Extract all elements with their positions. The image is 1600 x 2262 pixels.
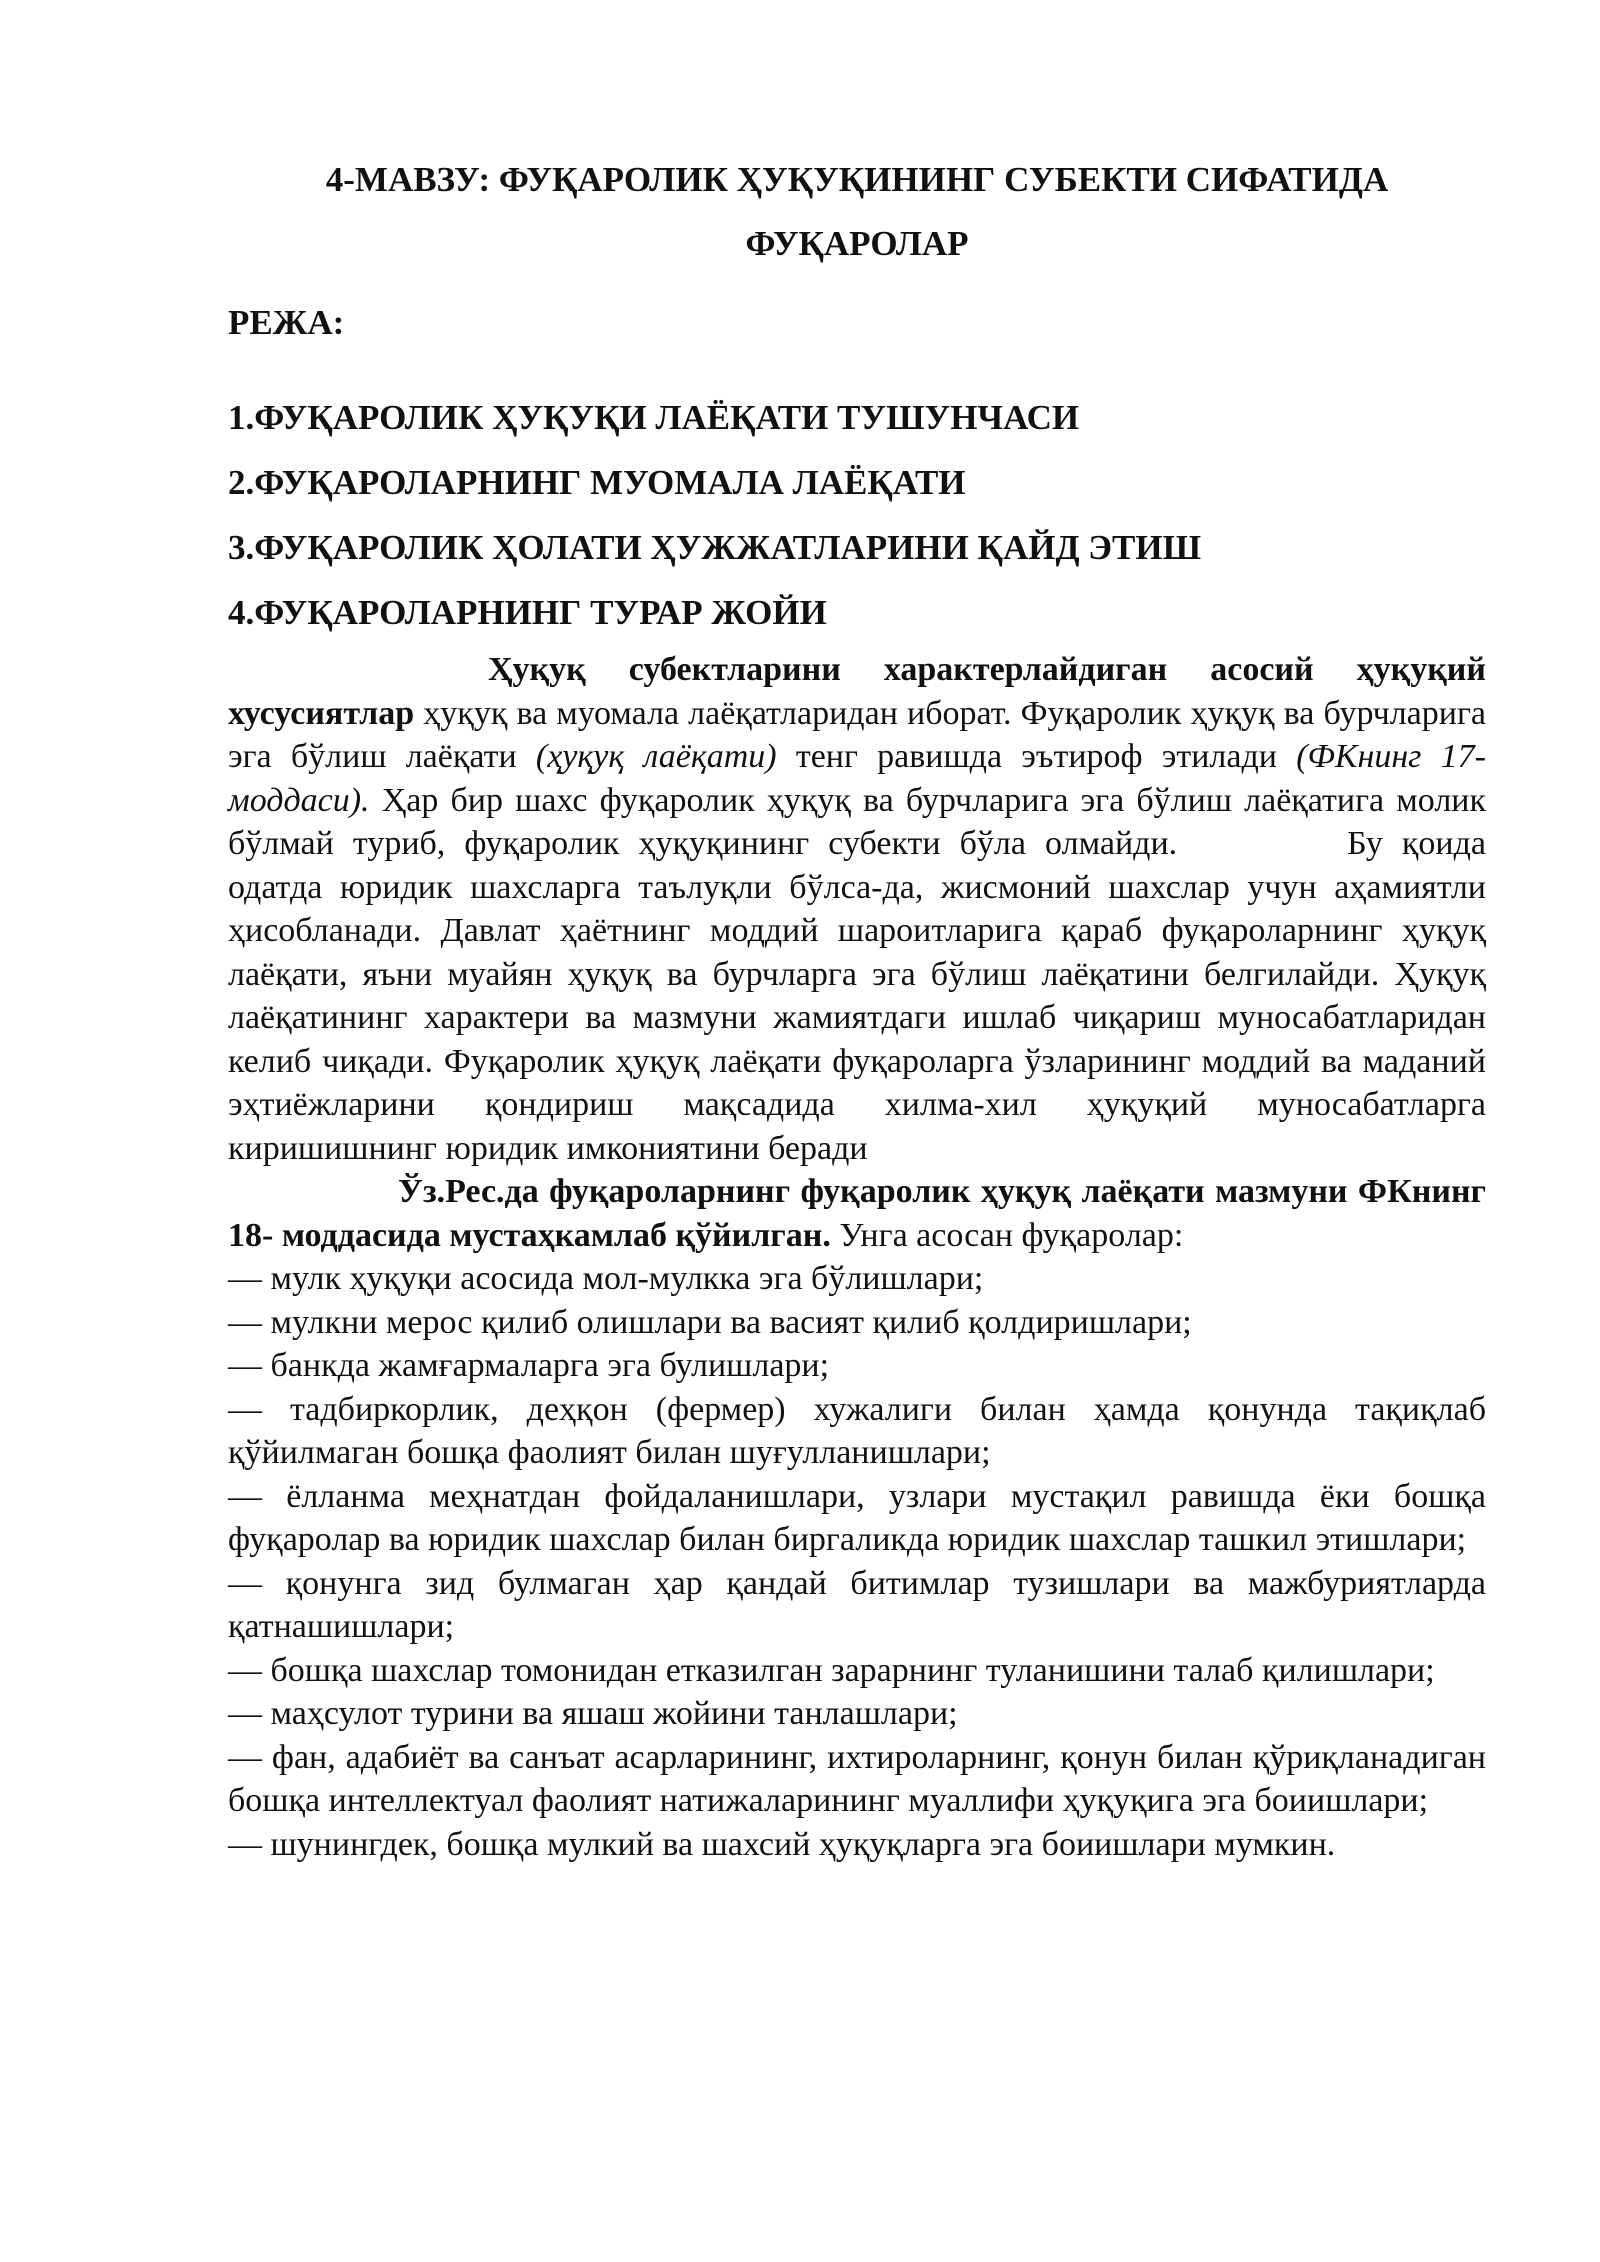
paragraph-2-bold-lead: Ўз.Рес.да фуқароларнинг фуқаролик ҳуқуқ лаёқати мазмуни ФКнинг 18- моддасида мустаҳкамлаб қўйилган. bbox=[228, 1173, 1486, 1254]
paragraph-2-text: Унга асосан фуқаролар: bbox=[830, 1216, 1184, 1254]
rights-item: — қонунга зид булмаган ҳар қандай битимлар тузишлари ва мажбуриятларда қатнашишлари; bbox=[228, 1564, 1486, 1645]
paragraph-1-bold-lead: Ҳуқуқ субектларини характерлайдиган асосий ҳуқуқий хусусиятлар bbox=[228, 651, 1486, 732]
rights-item: — ёлланма меҳнатдан фойдаланишлари, узлари мустақил равишда ёки бошқа фуқаролар ва юридик шахслар билан биргаликда юридик шахслар ташкил этишлари; bbox=[228, 1477, 1486, 1558]
paragraph-1-text-c: Ҳар бир шахс фуқаролик ҳуқуқ ва бурчларига эга бўлиш лаёқатига молик бўлмай туриб, фуқаролик ҳуқуқининг субекти бўла олмайди. bbox=[228, 781, 1486, 862]
rights-item: — шунингдек, бошқа мулкий ва шахсий ҳуқуқларга эга боиишлари мумкин. bbox=[228, 1825, 1336, 1863]
plan-item-4: 4.ФУҚАРОЛАРНИНГ ТУРАР ЖОЙИ bbox=[228, 593, 827, 632]
rights-list bbox=[228, 1257, 1486, 1866]
rights-item: — бошқа шахслар томонидан етказилган зарарнинг туланишини талаб қилишлари; bbox=[228, 1651, 1435, 1689]
rights-item: — фан, адабиёт ва санъат асарларининг, ихтироларнинг, қонун билан қўриқланадиган бошқа интеллектуал фаолият натижаларининг муаллифи ҳуқуқига эга боиишлари; bbox=[228, 1738, 1486, 1819]
rights-item: — мулк ҳуқуқи асосида мол-мулкка эга бўлишлари; bbox=[228, 1260, 984, 1297]
rights-item: — банкда жамғармаларга эга булишлари; bbox=[228, 1347, 830, 1384]
paragraph-1-italic-b: (ФКнинг 17-моддаси). bbox=[228, 738, 1486, 819]
plan-heading: РЕЖА: bbox=[228, 303, 345, 342]
rights-item: — мулкни мерос қилиб олишлари ва васият қилиб қолдиришлари; bbox=[228, 1303, 1192, 1341]
rights-item: — маҳсулот турини ва яшаш жойини танлашлари; bbox=[228, 1695, 958, 1732]
paragraph-1-italic-a: (ҳуқуқ лаёқати) bbox=[535, 738, 777, 775]
rights-item: — тадбиркорлик, деҳқон (фермер) хужалиги билан ҳамда қонунда тақиқлаб қўйилмаган бошқа фаолият билан шуғулланишлари; bbox=[228, 1390, 1486, 1471]
plan-item-1: 1.ФУҚАРОЛИК ҲУҚУҚИ ЛАЁҚАТИ ТУШУНЧАСИ bbox=[228, 398, 1080, 437]
paragraph-legal-capacity bbox=[228, 648, 1486, 1170]
title-line-2: ФУҚАРОЛАР bbox=[745, 224, 969, 263]
paragraph-1-text-a: ҳуқуқ ва муомала лаёқатларидан иборат. Фуқаролик ҳуқуқ ва бурчларига эга бўлиш лаёқати bbox=[228, 694, 1486, 775]
plan-list bbox=[228, 385, 1498, 645]
document-title bbox=[228, 148, 1486, 276]
paragraph-1-text-b: тенг равишда эътироф этилади bbox=[776, 738, 1297, 775]
document-body bbox=[228, 648, 1486, 1866]
plan-item-3: 3.ФУҚАРОЛИК ҲОЛАТИ ҲУЖЖАТЛАРИНИ ҚАЙД ЭТИШ bbox=[228, 528, 1202, 567]
paragraph-1-text-d: Бу қоида одатда юридик шахсларга таълуқли бўлса-да, жисмоний шахслар учун аҳамиятли ҳисобланади. Давлат ҳаётнинг моддий шароитларига қараб фуқароларнинг ҳуқуқ лаёқати, яъни муайян ҳуқуқ ва бурчларга эга бўлиш лаёқатини белгилайди. Ҳуқуқ лаёқатининг характери ва мазмуни жамиятдаги ишлаб чиқариш муносабатларидан келиб чиқади. Фуқаролик ҳуқуқ лаёқати фуқароларга ўзларининг моддий ва маданий эҳтиёжларини қондириш мақсадида хилма-хил ҳуқуқий муносабатларга киришишнинг юридик имкониятини беради bbox=[228, 825, 1487, 1167]
plan-item-2: 2.ФУҚАРОЛАРНИНГ МУОМАЛА ЛАЁҚАТИ bbox=[228, 463, 966, 502]
paragraph-capacity-content bbox=[228, 1170, 1486, 1257]
title-line-1: 4-МАВЗУ: ФУҚАРОЛИК ҲУҚУҚИНИНГ СУБЕКТИ СИФАТИДА bbox=[325, 160, 1389, 199]
